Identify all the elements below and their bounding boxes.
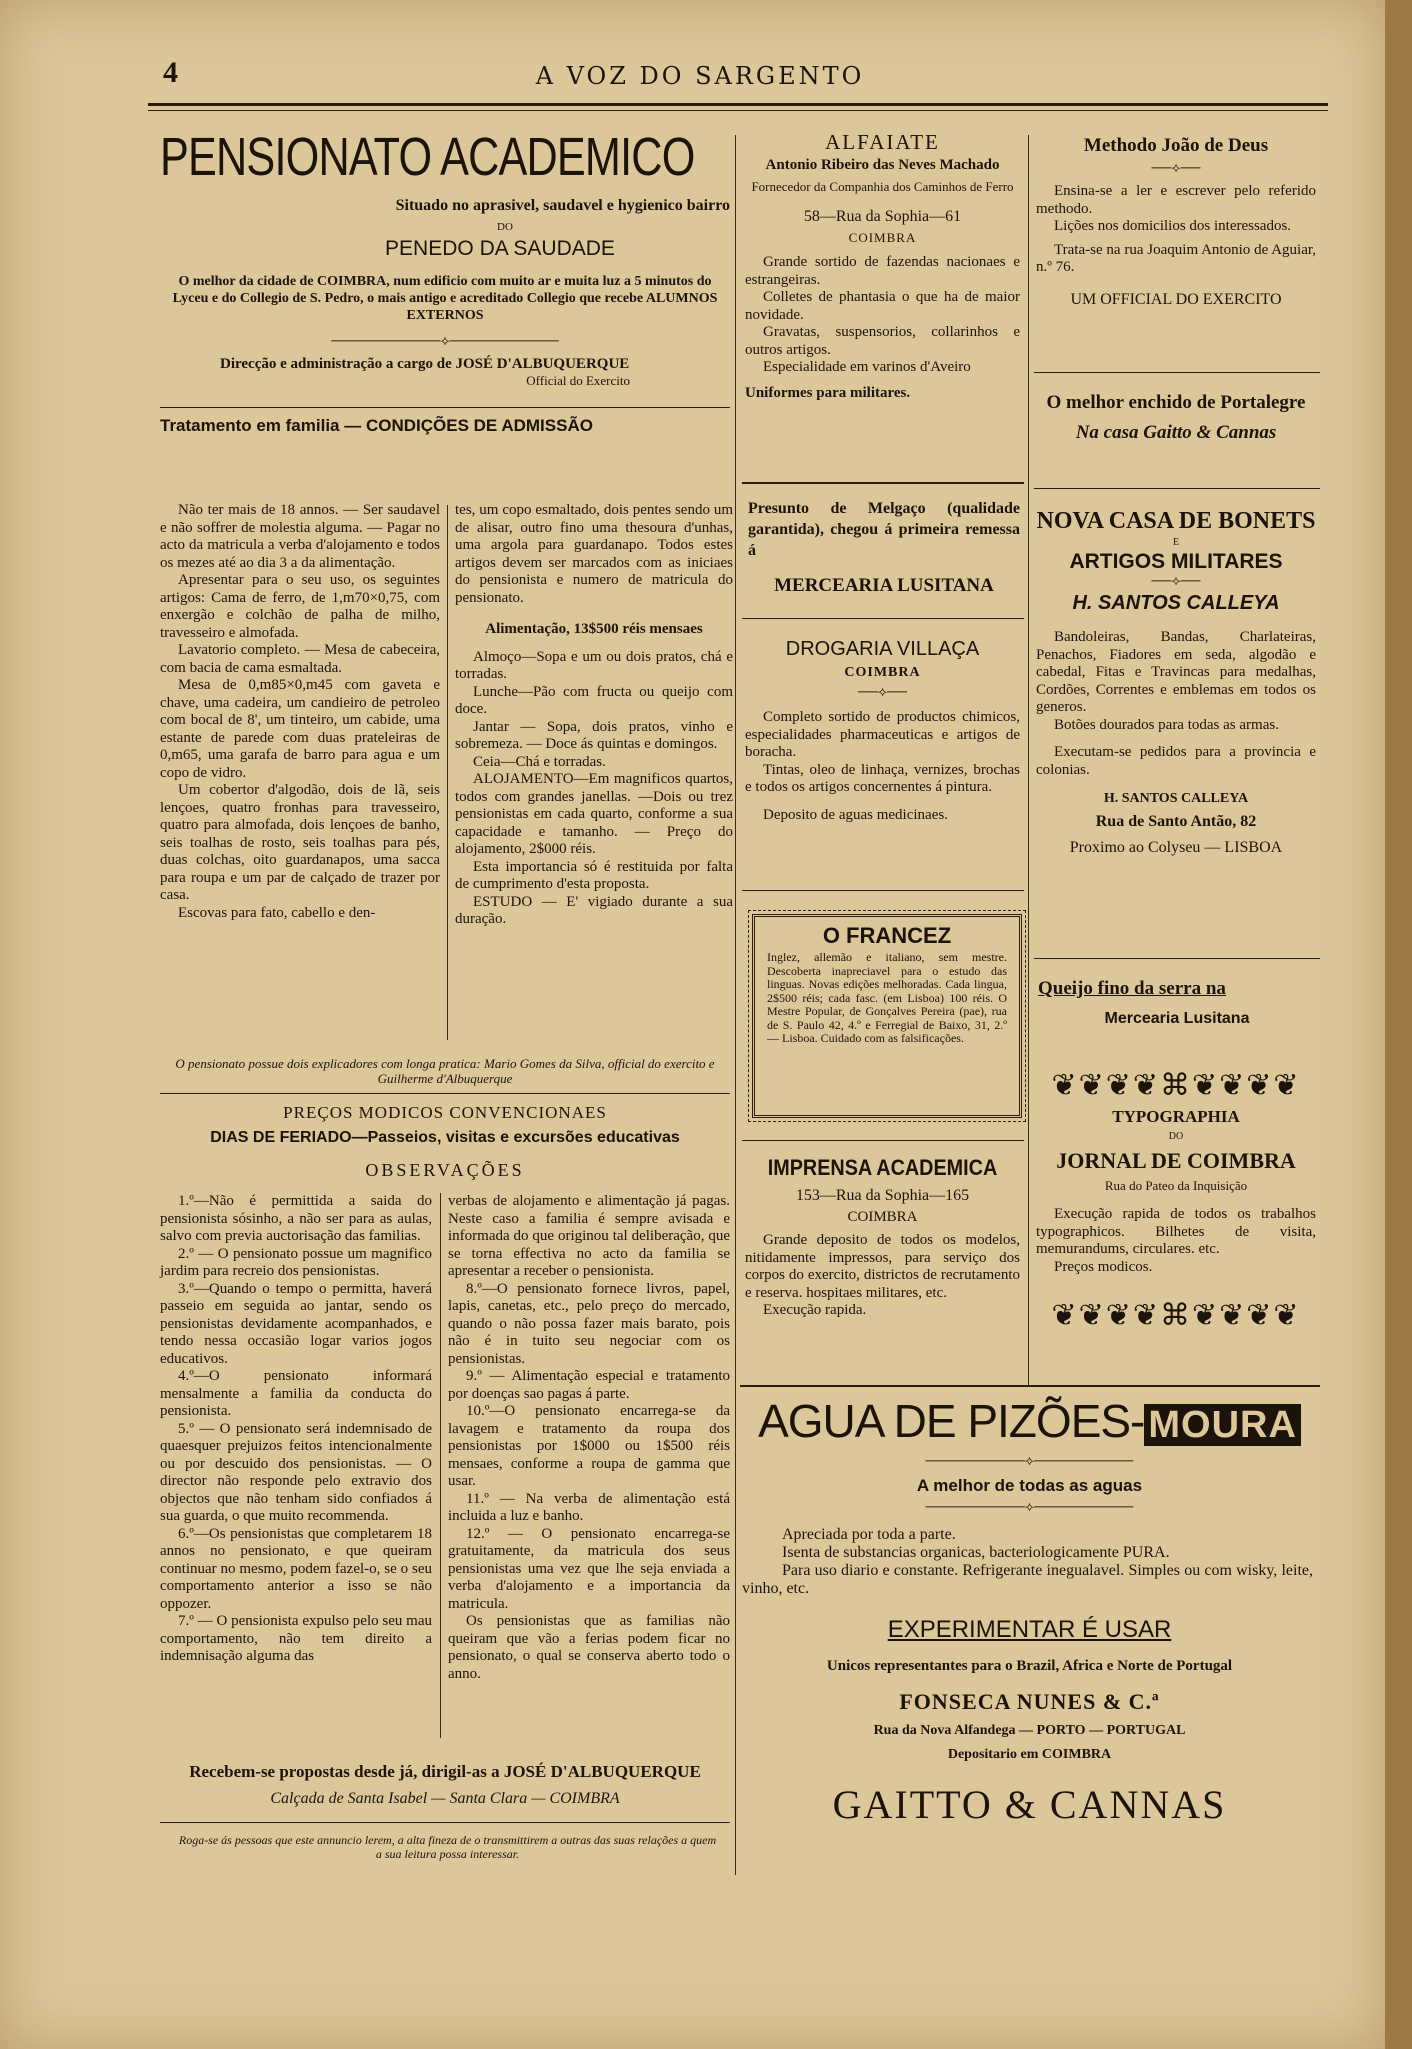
page-number: 4 [163, 56, 178, 89]
newspaper-title: A VOZ DO SARGENTO [535, 62, 865, 90]
imprensa-city: COIMBRA [847, 1209, 918, 1225]
paragraph: Escovas para fato, cabello e den- [178, 904, 376, 921]
observacoes-heading: OBSERVAÇÕES [365, 1160, 525, 1180]
paragraph: Execução rapida. [763, 1302, 867, 1318]
paragraph: 12.º — O pensionato encarrega-se gratuitamente, da matricula dos seus pensionistas uma vez que lhe seja enviada a verba d'alojamento e a importancia da matricula. [448, 1525, 730, 1612]
paragraph: 3.º—Quando o tempo o permitta, haverá passeio em seguida ao jantar, sendo os pensionistas devidamente acompanhados, e tendo nessa occasião logar varios jogos educativos. [160, 1280, 432, 1367]
ornament-divider: ──⟡── [1151, 574, 1201, 589]
paragraph: Ensina-se a ler e escrever pelo referido methodo. [1036, 183, 1316, 217]
bonets-title2: ARTIGOS MILITARES [1069, 550, 1283, 573]
pensionato-official: Official do Exercito [526, 373, 630, 388]
paragraph: Ceia—Chá e torradas. [473, 753, 606, 770]
ornament-divider: ──⟡── [858, 685, 907, 700]
agua-rua: Rua da Nova Alfandega — PORTO — PORTUGAL [873, 1723, 1186, 1738]
paragraph: Completo sortido de productos chimicos, especialidades pharmaceuticas e artigos de boracha. [745, 709, 1020, 760]
presunto-ad [748, 498, 1020, 597]
ornament-bar: ❦❦❦❦⌘❦❦❦❦ [1051, 1298, 1301, 1333]
paragraph: 8.º—O pensionato fornece livros, papel, lapis, canetas, etc., pelo preço do mercado, quando o não possa fazer mais barato, pois não é in tuito seu negociar com os pensionistas. [448, 1280, 730, 1367]
paragraph: 4.º—O pensionato informará mensalmente a familia da conducta do pensionista. [160, 1368, 432, 1419]
paragraph: 7.º — O pensionista expulso pelo seu mau comportamento, não tem direito a indemnisação alguma das [160, 1613, 432, 1664]
agua-title: AGUA DE PIZÕES- [758, 1395, 1145, 1447]
agua-experimentar: EXPERIMENTAR É USAR [887, 1616, 1172, 1643]
feriado-heading: DIAS DE FERIADO—Passeios, visitas e excursões educativas [210, 1129, 680, 1146]
francez-ad [752, 914, 1022, 1118]
paragraph: Não ter mais de 18 annos. — Ser saudavel e não soffrer de molestia alguma. — Pagar no acto da matricula a verba d'alojamento e todos os mezes até ao dia 3 a da alimentação. [160, 502, 440, 571]
alfaiate-title: ALFAIATE [825, 130, 940, 154]
enchido-title: O melhor enchido de Portalegre [1046, 392, 1306, 413]
enchido-ad [1036, 392, 1316, 444]
paragraph: Isenta de substancias organicas, bacteriologicamente PURA. [782, 1544, 1170, 1561]
pensionato-right-col [455, 502, 733, 929]
agua-gaitto: GAITTO & CANNAS [832, 1782, 1227, 1827]
alfaiate-ad [745, 130, 1020, 402]
paragraph: Para uso diario e constante. Refrigerante inegualavel. Simples ou com wisky, leite, vinho, etc. [742, 1562, 1313, 1597]
observacoes-right [448, 1193, 730, 1683]
pensionato-melhor: O melhor da cidade de COIMBRA, num edificio com muito ar e muita luz a 5 minutos do Lyceu e do Collegio de S. Pedro, o mais antigo e acreditado Collegio que recebe ALUMNOS EXTERNOS [172, 274, 718, 323]
ornament-bar: ❦❦❦❦⌘❦❦❦❦ [1051, 1068, 1301, 1103]
agua-fonseca: FONSECA NUNES & C.ª [899, 1689, 1160, 1714]
pensionato-tratamento: Tratamento em familia — CONDIÇÕES DE ADMISSÃO [160, 416, 593, 435]
enchido-sub: Na casa Gaitto & Cannas [1075, 422, 1277, 443]
bonets-title1: NOVA CASA DE BONETS [1036, 508, 1316, 534]
metodo-signature: UM OFFICIAL DO EXERCITO [1070, 290, 1282, 308]
metodo-ad [1036, 135, 1316, 309]
paragraph: Um cobertor d'algodão, dois de lã, seis lençoes, quatro fronhas para travesseiro, quatro para almofada, dois lençoes de banho, seis toalhas de rosto, seis toalhas para pés, duas colchas, oito guardanapos, uma sacca para roupa e um par de calçado de trazer por casa. [160, 782, 440, 903]
queijo-ad [1038, 978, 1316, 1028]
queijo-title: Queijo fino da serra na [1038, 978, 1226, 999]
paragraph: verbas de alojamento e alimentação já pagas. Neste caso a familia é sempre avisada e informada do que originou tal deliberação, que se torna effectiva no acto da familia se apresentar a receber o pensionista. [448, 1193, 730, 1279]
alimentacao-heading: Alimentação, 13$500 réis mensaes [485, 621, 703, 637]
paragraph: Especialidade em varinos d'Aveiro [763, 359, 971, 375]
paragraph: Mesa de 0,m85×0,m45 com gaveta e chave, uma cadeira, um candieiro de petroleo com bocal de 8', um tinteiro, um cabide, uma estante de parede com duas prateleiras de 0,m65, uma garafa de barro para agua e um copo de vidro. [160, 677, 440, 781]
typographia-name: JORNAL DE COIMBRA [1056, 1148, 1296, 1173]
paragraph: 2.º — O pensionato possue um magnifico jardim para recreio dos pensionistas. [160, 1245, 432, 1279]
paragraph: Lunche—Pão com fructa ou queijo com doce. [455, 683, 733, 717]
bonets-e: E [1172, 537, 1180, 548]
drogaria-title: DROGARIA VILLAÇA [785, 638, 980, 660]
pensionato-penedo: PENEDO DA SAUDADE [385, 237, 615, 260]
paragraph: 11.º — Na verba de alimentação está incluida a luz e banho. [448, 1490, 730, 1524]
paragraph: Trata-se na rua Joaquim Antonio de Aguiar, n.º 76. [1036, 241, 1316, 275]
pensionato-left-col [160, 502, 440, 922]
agua-depositario: Depositario em COIMBRA [947, 1747, 1112, 1762]
pensionato-situado: Situado no aprasivel, saudavel e hygienico bairro [395, 197, 730, 214]
roga-note: Roga-se ás pessoas que este annuncio lerem, a alta fineza de o transmittirem a outras das suas relações a quem a sua leitura possa interessar. [178, 1833, 717, 1861]
paragraph: Execução rapida de todos os trabalhos typographicos. Bilhetes de visita, memurandums, circulares. etc. [1036, 1206, 1316, 1257]
alfaiate-address: 58—Rua da Sophia—61 [803, 208, 962, 225]
ornament-divider: ──────────⟡────────── [925, 1454, 1134, 1469]
typographia-do: DO [1168, 1131, 1184, 1142]
paragraph: 9.º — Alimentação especial e tratamento por doenças sao pagas á parte. [448, 1368, 730, 1402]
francez-title: O FRANCEZ [822, 923, 952, 948]
metodo-title: Methodo João de Deus [1083, 135, 1269, 156]
paragraph: Grande deposito de todos os modelos, nitidamente impressos, para serviço dos corpos do exercito, districtos de recrutamento e reserva. hospitaes militares, etc. [745, 1232, 1020, 1301]
agua-ad [742, 1394, 1317, 1828]
drogaria-city: COIMBRA [844, 665, 921, 680]
paragraph: Gravatas, suspensorios, collarinhos e outros artigos. [745, 324, 1020, 358]
paragraph: Deposito de aguas medicinaes. [763, 806, 948, 823]
bonets-name: H. SANTOS CALLEYA [1072, 592, 1280, 614]
paragraph: 5.º — O pensionato será indemnisado de quaesquer prejuizos feitos intencionalmente ou por descuido dos pensionistas. — O director não responde pelo extravio dos objectos que não tenham sido confiados á sua guarda, o que muito recommenda. [160, 1420, 432, 1524]
explicadores-note: O pensionato possue dois explicadores com longa pratica: Mario Gomes da Silva, official do exercito e Guilherme d'Albuquerque [175, 1056, 715, 1086]
paragraph: Apresentar para o seu uso, os seguintes artigos: Cama de ferro, de 1,m70×0,75, com enxergão e colchão de palha de milho, travesseiro e almofada. [160, 572, 440, 641]
paragraph: Jantar — Sopa, dois pratos, vinho e sobremeza. — Doce ás quintas e domingos. [455, 718, 733, 752]
drogaria-ad [745, 638, 1020, 824]
paragraph: ALOJAMENTO—Em magnificos quartos, todos com grandes janellas. —Dois ou trez pensionistas em cada quarto, conforme a sua capacidade e tamanho. — Preço do alojamento, 2$000 réis. [455, 771, 733, 857]
ornament-divider: ──────────⟡────────── [925, 1500, 1134, 1515]
imprensa-address: 153—Rua da Sophia—165 [795, 1187, 970, 1204]
presunto-text: Presunto de Melgaço (qualidade garantida), chegou á primeira remessa á [748, 500, 1020, 559]
alfaiate-fornecedor: Fornecedor da Companhia dos Caminhos de Ferro [751, 179, 1014, 194]
paragraph: Os pensionistas que as familias não queiram que vão a ferias podem ficar no pensionato, o qual se conserva aberto todo o anno. [448, 1613, 730, 1682]
paragraph: Bandoleiras, Bandas, Charlateiras, Penachos, Fiadores em seda, algodão e cabedal, Fitas e Travincas para medalhas, Cordões, Correntes e emblemas em todos os generos. [1036, 629, 1316, 715]
paragraph: Preços modicos. [1054, 1258, 1153, 1275]
observacoes-left [160, 1193, 432, 1666]
agua-unicos: Unicos representantes para o Brazil, Africa e Norte de Portugal [826, 1658, 1233, 1674]
bonets-ad [1036, 508, 1316, 857]
alfaiate-city: COIMBRA [848, 230, 917, 245]
paragraph: Grande sortido de fazendas nacionaes e estrangeiras. [745, 254, 1020, 288]
typographia-title: TYPOGRAPHIA [1112, 1107, 1240, 1126]
paragraph: Colletes de phantasia o que ha de maior novidade. [745, 289, 1020, 323]
paragraph: tes, um copo esmaltado, dois pentes sendo um de alisar, outro fino uma thesoura d'unhas, uma argola para guardanapo. Todos estes artigos devem ser marcados com as iniciaes do pensionista e numero de matricula do pensionato. [455, 502, 733, 606]
paragraph: ESTUDO — E' vigiado durante a sua duração. [455, 893, 733, 927]
paragraph: Apreciada por toda a parte. [782, 1526, 956, 1543]
precos-heading: PREÇOS MODICOS CONVENCIONAES [283, 1103, 607, 1122]
page-edge [1385, 0, 1412, 2049]
paragraph: 10.º—O pensionato encarrega-se da lavagem e tratamento da roupa dos pensionistas por 1$000 ou 1$500 réis mensaes, conforme a roupa de gamma que usar. [448, 1403, 730, 1489]
imprensa-title: IMPRENSA ACADEMICA [767, 1155, 998, 1180]
bonets-address: Rua de Santo Antão, 82 [1095, 813, 1257, 830]
paragraph: Lavatorio completo. — Mesa de cabeceira, com bacia de cama esmaltada. [160, 642, 440, 676]
presunto-shop: MERCEARIA LUSITANA [774, 575, 994, 596]
pensionato-title: PENSIONATO ACADEMICO [160, 127, 695, 187]
pensionato-direccao: Direcção e administração a cargo de JOSÉ D'ALBUQUERQUE [220, 356, 630, 372]
alfaiate-uniformes: Uniformes para militares. [745, 384, 911, 401]
queijo-shop: Mercearia Lusitana [1104, 1010, 1250, 1027]
paragraph: Executam-se pedidos para a provincia e colonias. [1036, 744, 1316, 778]
paragraph: Botões dourados para todas as armas. [1054, 716, 1279, 733]
bonets-proximo: Proximo ao Colyseu — LISBOA [1069, 839, 1283, 856]
paragraph: 1.º—Não é permittida a saida do pensionista sósinho, a não ser para as aulas, salvo com previa auctorisação das familias. [160, 1193, 432, 1244]
ornament-divider: ───────────⟡─────────── [331, 334, 559, 349]
agua-moura: MOURA [1144, 1404, 1301, 1446]
paragraph: 6.º—Os pensionistas que completarem 18 annos no pensionato, e que queiram continuar no mesmo, podem fazel-o, se o seu comportamento anterior a isso se não oppozer. [160, 1525, 432, 1612]
agua-sub: A melhor de todas as aguas [916, 1476, 1143, 1495]
recebem-propostas: Recebem-se propostas desde já, dirigil-as a JOSÉ D'ALBUQUERQUE [189, 1762, 701, 1781]
typographia-ad [1036, 1068, 1316, 1333]
paragraph: Lições nos domicilios dos interessados. [1054, 218, 1292, 234]
pensionato-do: DO [497, 221, 513, 233]
calcada-address: Calçada de Santa Isabel — Santa Clara — COIMBRA [270, 1790, 620, 1807]
paragraph: Almoço—Sopa e um ou dois pratos, chá e torradas. [455, 648, 733, 682]
francez-text: Inglez, allemão e italiano, sem mestre. Descoberta inapreciavel para o estudo das linguas. Novas edições melhoradas. Cada lingua, 2$500 réis; cada fasc. (em Lisboa) 100 réis. O Mestre Popular, de Gonçalves Pereira (pae), rua de S. Paulo 42, 4.º e Ferregial de Baixo, 31, 2.º — Lisboa. Cuidado com as falsificações. [767, 950, 1007, 1045]
alfaiate-name: Antonio Ribeiro das Neves Machado [765, 157, 1000, 173]
typographia-address: Rua do Pateo da Inquisição [1104, 1178, 1248, 1193]
ornament-divider: ──⟡── [1151, 161, 1201, 176]
bonets-name2: H. SANTOS CALLEYA [1103, 791, 1249, 806]
paragraph: Esta importancia só é restituida por falta de cumprimento d'esta proposta. [455, 858, 733, 892]
paragraph: Tintas, oleo de linhaça, vernizes, brochas e todos os artigos concernentes á pintura. [745, 761, 1020, 795]
imprensa-ad [745, 1155, 1020, 1320]
pensionato-ad [160, 125, 730, 436]
